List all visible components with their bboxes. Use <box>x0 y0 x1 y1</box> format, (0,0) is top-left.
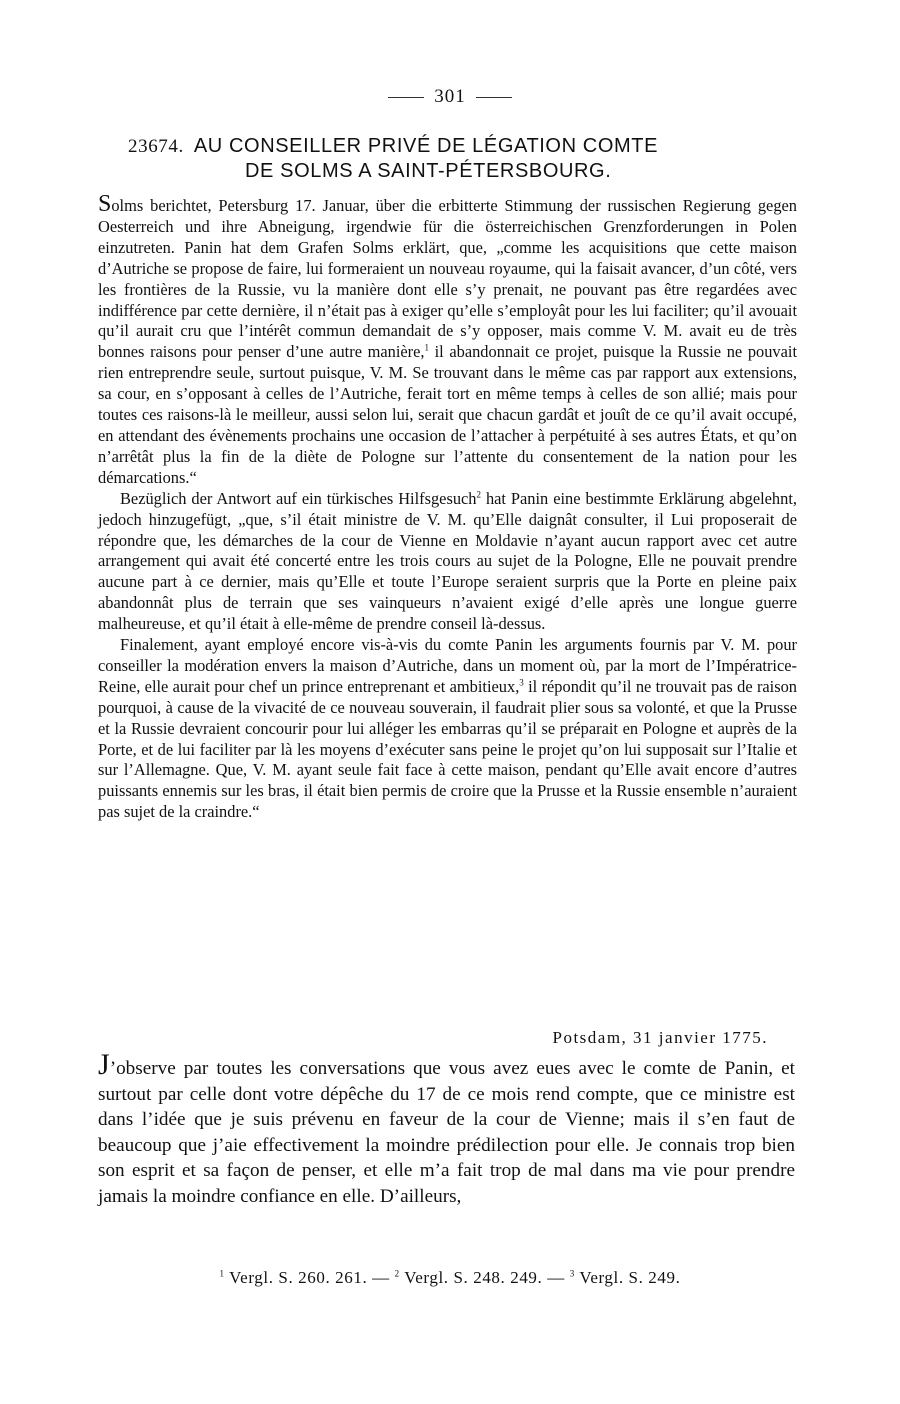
page-number-dash-right <box>476 97 512 98</box>
summary-p3-end: il répondit qu’il ne trouvait pas de raison pourquoi, à cause de la vivacité de ce nouveau souverain, il faudrait plier sous sa volonté, et que la Prusse et la Russie devraient concourir pour lui alléger les embarras qu’il se préparait en Pologne et auprès de la Porte, et de lui faciliter par là les moyens d’exécuter sans peine le projet qu’on lui supposait sur l’Italie et sur l’Allemagne. Que, V. M. ayant seule fait face à cette maison, pendant qu’Elle avait encore d’autres puissants ennemis sur les bras, il était bien permis de croire que la Prusse et la Russie ensemble n’auraient pas sujet de la craindre.“ <box>98 676 797 822</box>
footnote-1-text: Vergl. S. 260. 261. — <box>224 1268 395 1287</box>
heading-line-1 <box>128 134 788 159</box>
page-number <box>0 86 900 108</box>
summary-p2-text: Bezüglich der Antwort auf ein türkisches Hilfsgesuch <box>120 488 477 508</box>
letter-body: ’observe par toutes les conversations que vous avez eues avec le comte de Panin, et surtout par celle dont votre dépêche du 17 de ce mois rend compte, que ce ministre est dans l’idée que je suis prévenu en faveur de la cour de Vienne; mais il s’en faut de beaucoup que j’aie effectivement la moindre prédilection pour elle. Je connais trop bien son esprit et sa façon de penser, et elle m’a fait trop de mal dans ma vie pour prendre jamais la moindre confiance en elle. D’ailleurs, <box>98 1058 795 1207</box>
letter-initial: J <box>98 1048 110 1081</box>
document-number: 23674. <box>128 136 184 157</box>
document-heading <box>128 134 788 183</box>
place-date: Potsdam, 31 janvier 1775. <box>552 1028 768 1047</box>
summary-p3-text: Finalement, ayant employé encore vis-à-vis du comte Panin les arguments fournis par V. M. pour conseiller la modération envers la maison d’Autriche, dans un moment où, par la mort de l’Impératrice-Reine, elle aurait pour chef un prince entreprenant et ambitieux, <box>98 635 797 696</box>
letter-paragraph <box>98 1048 795 1209</box>
footnote-1-marker: 1 <box>219 1268 225 1279</box>
summary-paragraph-1 <box>98 191 797 489</box>
footnote-2-text: Vergl. S. 248. 249. — <box>399 1268 570 1287</box>
summary-paragraph-3 <box>98 635 797 823</box>
summary-p2-end: hat Panin eine bestimmte Erklärung abgelehnt, jedoch hinzugefügt, „que, s’il était ministre de V. M. qu’Elle daignât consulter, il Lui proposerait de répondre que, les démarches de la cour de Vienne en Moldavie n’ayant aucun rapport avec cet autre arrangement qui avait été concerté entre les trois cours au sujet de la Pologne, Elle ne pouvait prendre aucune part à ce dernier, mais qu’Elle et toute l’Europe seraient surpris que la Porte en pleine paix abandonnât plus de terrain que ses vainqueurs n’avaient exigé d’elle après une longue guerre malheureuse, et qu’il était à elle-même de prendre conseil là-dessus. <box>98 488 797 634</box>
footnote-ref-3: 3 <box>519 677 524 688</box>
heading-line-1-text: AU CONSEILLER PRIVÉ DE LÉGATION COMTE <box>193 135 659 157</box>
heading-line-2: DE SOLMS A SAINT-PÉTERSBOURG. <box>245 160 612 182</box>
footnotes <box>0 1268 900 1288</box>
summary-p1-text: olms berichtet, Petersburg 17. Januar, über die erbitterte Stimmung der russischen Regierung gegen Oesterreich und ihre Abneigung, irgendwie für die österreichischen Grenzforderungen in Polen einzutreten. Panin hat dem Grafen Solms erklärt, que, „comme les acquisitions que cette maison d’Autriche se propose de faire, lui formeraient un nouveau royaume, qui la faisait avancer, d’un côté, vers les frontières de la Russie, vu la manière dont elle s’y prenait, ne pouvant pas être regardées avec indifférence par cette dernière, il n’était pas à exiger qu’elle s’employât pour les lui faciliter; qu’il avouait qu’il aurait cru que l’intérêt commun demandait de s’y opposer, mais comme V. M. avait eu de très bonnes raisons pour penser d’une autre manière, <box>98 196 797 362</box>
page-number-dash-left <box>388 97 424 98</box>
summary-p1-end: il abandonnait ce projet, puisque la Russie ne pouvait rien entreprendre seule, surtout puisque, V. M. Se trouvant dans le même cas par rapport aux extensions, sa cour, en s’opposant à celles de l’Autriche, ferait tort en même temps à celles de son allié; mais pour toutes ces raisons-là le meilleur, aussi selon lui, serait que chacun gardât et jouît de ce qu’il avait occupé, en attendant des évènements prochains une occasion de l’attacher à perpétuité à ses autres États, et qu’on n’arrêtât plus la fin de la diète de Pologne sur l’attente du consentement de la nation pour les démarcations.“ <box>98 342 797 487</box>
footnote-ref-1: 1 <box>424 342 429 353</box>
summary-initial: S <box>98 191 112 217</box>
summary-text <box>98 191 797 823</box>
footnote-2-marker: 2 <box>394 1268 400 1279</box>
summary-paragraph-2 <box>98 489 797 635</box>
footnote-3-marker: 3 <box>569 1268 575 1279</box>
footnote-3-text: Vergl. S. 249. <box>574 1268 681 1287</box>
footnote-ref-2: 2 <box>476 489 481 500</box>
letter-text <box>98 1048 795 1209</box>
page-number-text: 301 <box>434 86 466 107</box>
